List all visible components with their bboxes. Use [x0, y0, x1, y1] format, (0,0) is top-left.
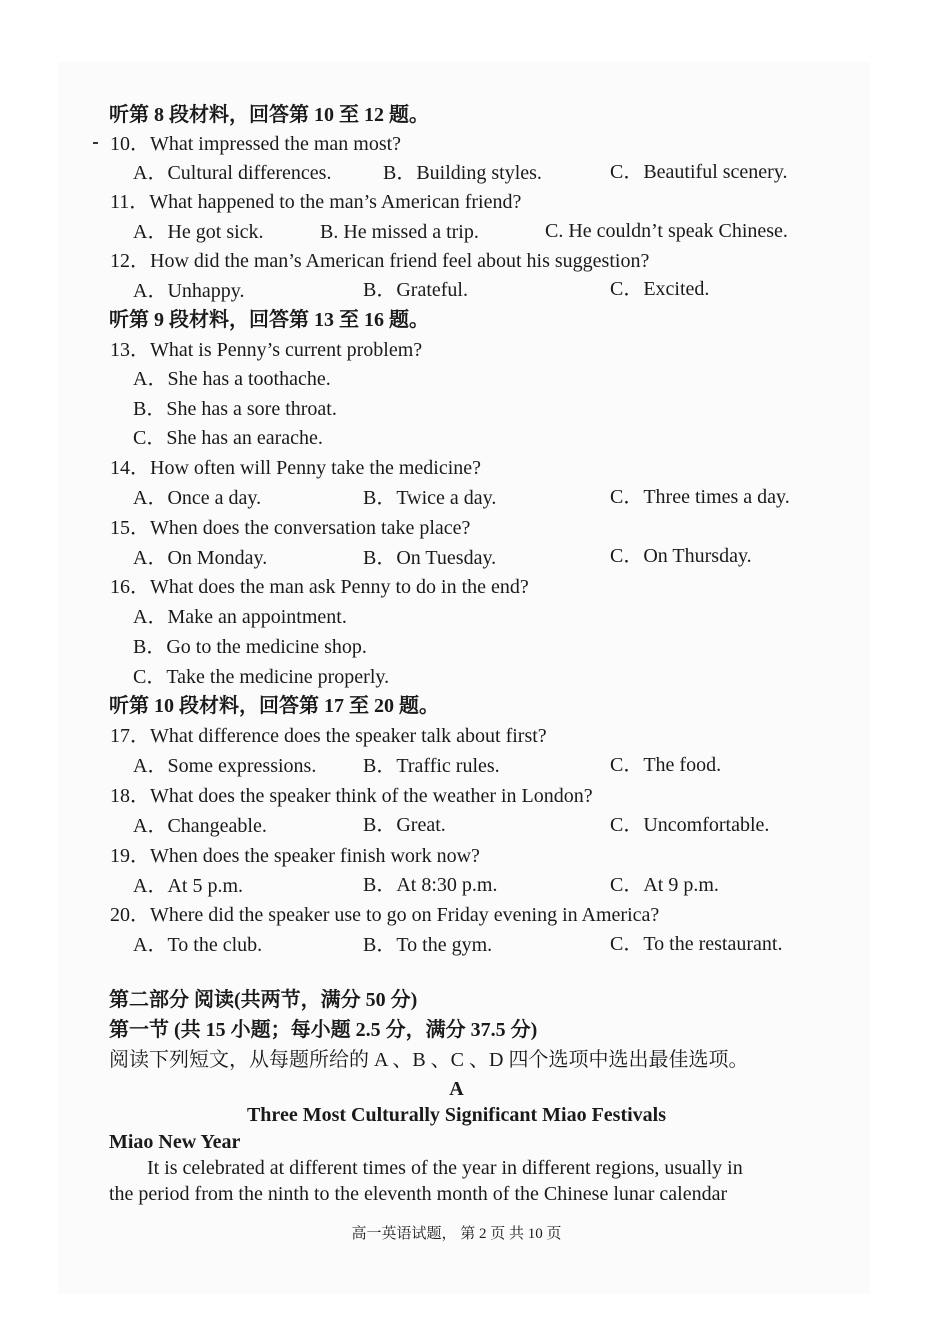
question-18: 18．What does the speaker think of the weather in London?: [110, 785, 593, 807]
question-16: 16．What does the man ask Penny to do in the end?: [110, 576, 529, 598]
reading-instruction: 阅读下列短文，从每题所给的 A 、B 、C 、D 四个选项中选出最佳选项。: [109, 1049, 749, 1071]
q19-option-c: C．At 9 p.m.: [610, 874, 719, 896]
q20-option-c: C．To the restaurant.: [610, 933, 783, 955]
part-2-title: 第二部分 阅读(共两节，满分 50 分): [109, 989, 418, 1011]
question-19: 19．When does the speaker finish work now?: [110, 845, 480, 867]
passage-letter: A: [449, 1078, 464, 1100]
paragraph-line-1: It is celebrated at different times of the year in different regions, usually in: [147, 1157, 743, 1179]
q15-option-c: C．On Thursday.: [610, 545, 752, 567]
page-footer: 高一英语试题， 第 2 页 共 10 页: [351, 1226, 562, 1242]
question-14: 14．How often will Penny take the medicine?: [110, 457, 482, 479]
q15-option-b: B．On Tuesday.: [363, 547, 497, 569]
section-1-title: 第一节 (共 15 小题；每小题 2.5 分，满分 37.5 分): [109, 1019, 538, 1041]
q17-option-b: B．Traffic rules.: [363, 755, 500, 777]
section-8-heading: 听第 8 段材料，回答第 10 至 12 题。: [109, 104, 429, 126]
q18-option-c: C．Uncomfortable.: [610, 814, 770, 836]
q13-option-c: C．She has an earache.: [133, 427, 323, 449]
q11-option-a: A．He got sick.: [133, 221, 264, 243]
section-10-heading: 听第 10 段材料，回答第 17 至 20 题。: [109, 695, 439, 717]
q20-option-b: B．To the gym.: [363, 934, 493, 956]
question-10: 10．What impressed the man most?: [110, 133, 402, 155]
question-17: 17．What difference does the speaker talk about first?: [110, 725, 547, 747]
q15-option-a: A．On Monday.: [133, 547, 268, 569]
q10-option-b: B．Building styles.: [383, 162, 542, 184]
q14-option-a: A．Once a day.: [133, 487, 262, 509]
paragraph-line-2: the period from the ninth to the eleventh month of the Chinese lunar calendar: [109, 1183, 728, 1205]
q19-option-b: B．At 8:30 p.m.: [363, 874, 498, 896]
q16-option-c: C．Take the medicine properly.: [133, 666, 390, 688]
q12-option-c: C．Excited.: [610, 278, 710, 300]
q13-option-a: A．She has a toothache.: [133, 368, 331, 390]
question-12: 12．How did the man’s American friend feel about his suggestion?: [110, 250, 650, 272]
q18-option-a: A．Changeable.: [133, 815, 267, 837]
passage-title: Three Most Culturally Significant Miao Festivals: [246, 1104, 667, 1126]
q11-option-c: C. He couldn’t speak Chinese.: [545, 220, 788, 242]
q12-option-a: A．Unhappy.: [133, 280, 245, 302]
section-9-heading: 听第 9 段材料，回答第 13 至 16 题。: [109, 309, 429, 331]
q17-option-c: C．The food.: [610, 754, 722, 776]
question-20: 20．Where did the speaker use to go on Friday evening in America?: [110, 904, 660, 926]
q14-option-c: C．Three times a day.: [610, 486, 790, 508]
q12-option-b: B．Grateful.: [363, 279, 468, 301]
q16-option-a: A．Make an appointment.: [133, 606, 347, 628]
q10-option-c: C．Beautiful scenery.: [610, 161, 788, 183]
stray-mark: [93, 142, 98, 144]
q18-option-b: B．Great.: [363, 814, 446, 836]
q16-option-b: B．Go to the medicine shop.: [133, 636, 367, 658]
q19-option-a: A．At 5 p.m.: [133, 875, 243, 897]
question-13: 13．What is Penny’s current problem?: [110, 339, 423, 361]
q17-option-a: A．Some expressions.: [133, 755, 317, 777]
q20-option-a: A．To the club.: [133, 934, 263, 956]
q10-option-a: A．Cultural differences.: [133, 162, 332, 184]
question-11: 11．What happened to the man’s American friend?: [110, 191, 522, 213]
q11-option-b: B. He missed a trip.: [320, 221, 479, 243]
question-15: 15．When does the conversation take place?: [110, 517, 471, 539]
q14-option-b: B．Twice a day.: [363, 487, 497, 509]
passage-subheading: Miao New Year: [109, 1131, 241, 1153]
q13-option-b: B．She has a sore throat.: [133, 398, 337, 420]
